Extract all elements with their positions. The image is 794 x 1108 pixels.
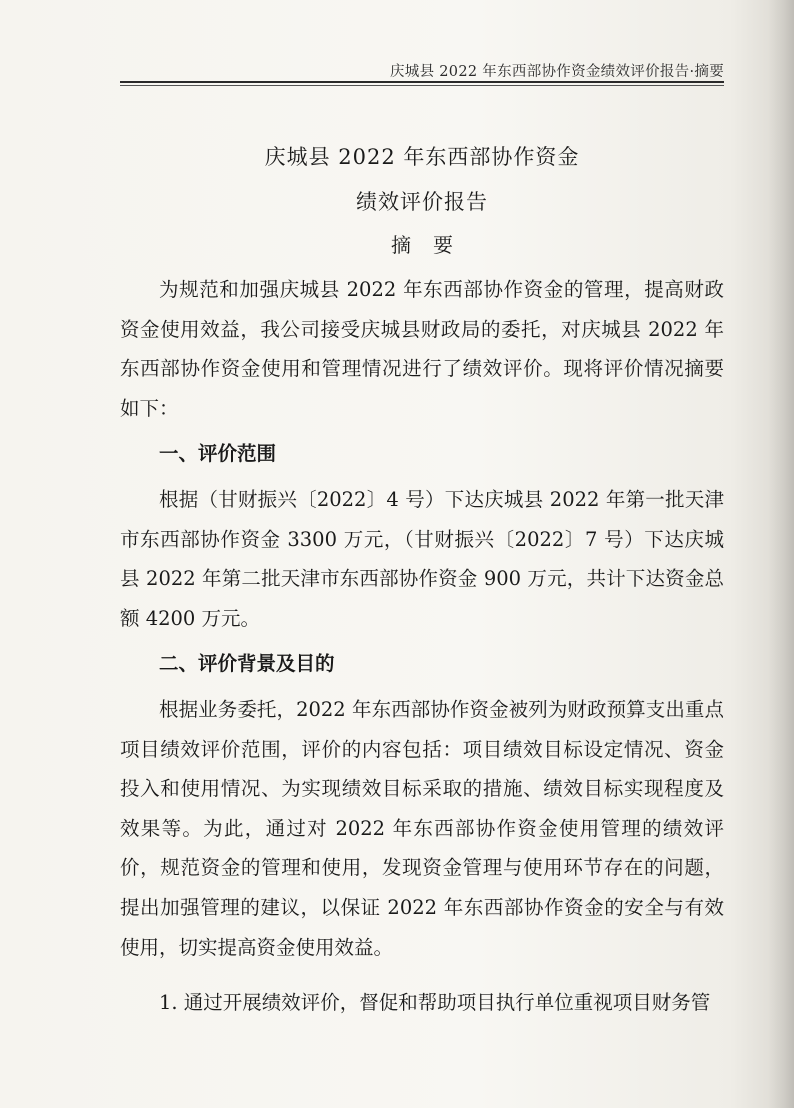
section-heading-background: 二、评价背景及目的 bbox=[159, 652, 335, 676]
list-item-1: 1. 通过开展绩效评价，督促和帮助项目执行单位重视项目财务管 bbox=[159, 991, 711, 1015]
section-paragraph-background: 根据业务委托，2022 年东西部协作资金被列为财政预算支出重点项目绩效评价范围，评价的内容包括：项目绩效目标设定情况、资金投入和使用情况、为实现绩效目标采取的措施、绩效目标实现程度及效果等。为此，通过对 2022 年东西部协作资金使用管理的绩效评价，规范资金的管理和使用，发现资金管理与使用环节存在的问题，提出加强管理的建议，以保证 2022 年东西部协作资金的安全与有效使用，切实提高资金使用效益。 bbox=[120, 697, 724, 959]
section-paragraph-scope: 根据（甘财振兴〔2022〕4 号）下达庆城县 2022 年第一批天津市东西部协作资金 3300 万元，（甘财振兴〔2022〕7 号）下达庆城县 2022 年第二批天津市东西部协作资金 900 万元，共计下达资金总额 4200 万元。 bbox=[120, 487, 724, 630]
abstract-heading: 摘要 bbox=[391, 233, 475, 257]
document-body bbox=[120, 270, 724, 1023]
header-rule-thin bbox=[120, 85, 724, 86]
section-heading-scope: 一、评价范围 bbox=[159, 442, 277, 466]
page-edge-shadow bbox=[768, 0, 794, 1108]
header-rule bbox=[120, 81, 724, 83]
report-title-line1: 庆城县 2022 年东西部协作资金 bbox=[264, 145, 580, 169]
running-header: 庆城县 2022 年东西部协作资金绩效评价报告·摘要 bbox=[389, 64, 724, 80]
report-title-line2: 绩效评价报告 bbox=[356, 190, 488, 214]
intro-paragraph: 为规范和加强庆城县 2022 年东西部协作资金的管理，提高财政资金使用效益，我公司接受庆城县财政局的委托，对庆城县 2022 年东西部协作资金使用和管理情况进行了绩效评价。现将评价情况摘要如下： bbox=[120, 278, 724, 420]
